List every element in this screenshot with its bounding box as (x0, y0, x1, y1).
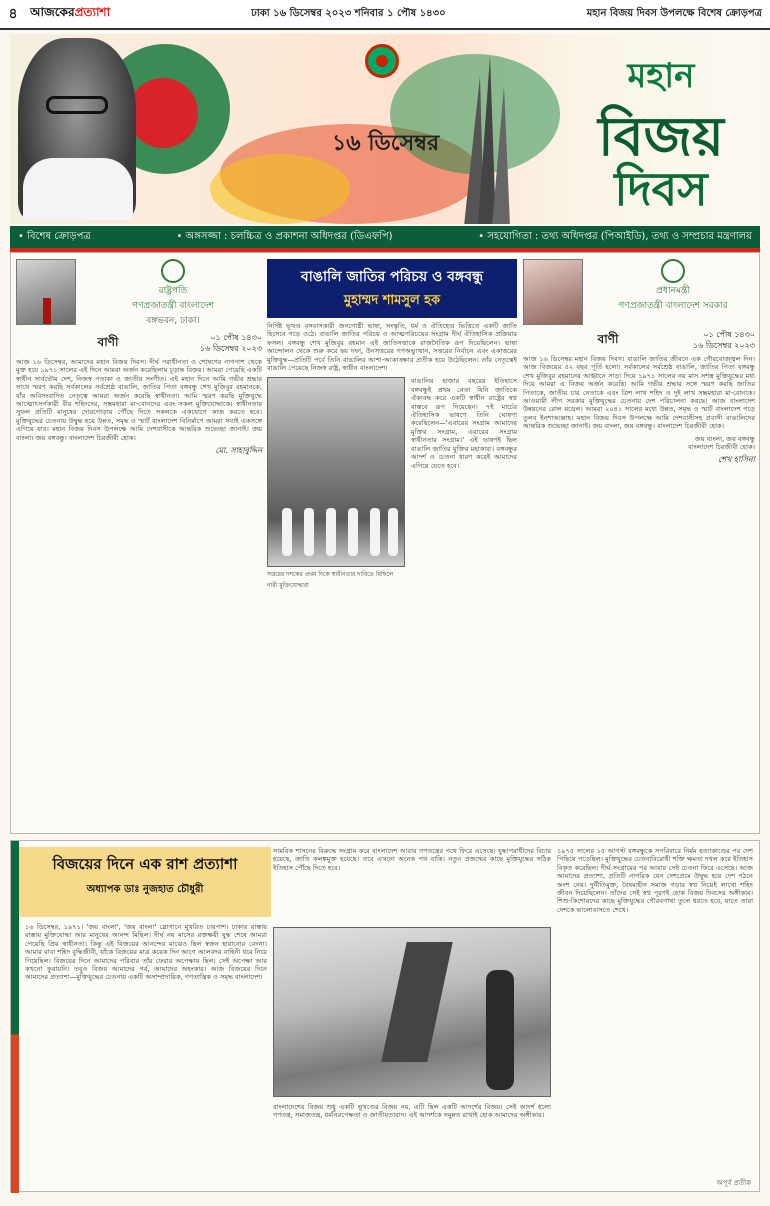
messages-section (10, 252, 760, 834)
article2-body-left: ১৬ ডিসেম্বর, ১৯৭১। 'জয় বাংলা', 'জয় বাংলা' স্লোগানে মুখরিত চারপাশ। ঢাকার রাস্তায় রাস্তায় মুক্তিযোদ্ধা আর মানুষের আনন্দ মিছিল। দীর্ঘ নয় মাসের রক্তক্ষয়ী যুদ্ধ শেষে আমরা পেয়েছি প্রিয় স্বাধীনতা। কিন্তু এই বিজয়ের আনন্দের মাঝেও ছিল স্বজন হারানোর বেদনা। আমার বাবা শহিদ বুদ্ধিজীবী, যাঁকে বিজয়ের মাত্র কয়েক দিন আগে আলবদর বাহিনী ধরে নিয়ে গিয়েছিল। বিজয়ের দিনে আমাদের পরিবার তাঁর ফেরার অপেক্ষায় ছিল। সেই অপেক্ষা আর কখনো ফুরায়নি। তবুও বিজয় আমাদের গর্ব, আমাদের অহংকার। আজ বিজয়ের দিনে আমাদের প্রত্যাশা—মুক্তিযুদ্ধের চেতনায় একটি অসাম্প্রদায়িক, গণতান্ত্রিক ও সমৃদ্ধ বাংলাদেশ। (25, 923, 267, 982)
pm-seal-icon (661, 259, 685, 283)
glasses-shape (46, 96, 108, 114)
president-message-heading: বাণী (97, 335, 119, 349)
article2-body-middle: সামরিক শাসনের বিরুদ্ধে সংগ্রাম করে বাংলাদেশ আবার গণতন্ত্রের পথে ফিরে এসেছে। যুদ্ধাপরাধীদের বিচার হয়েছে, জাতি কলঙ্কমুক্ত হয়েছে। তবে এখনো অনেক পথ বাকি। নতুন প্রজন্মের কাছে মুক্তিযুদ্ধের সঠিক ইতিহাস পৌঁছে দিতে হবে। (273, 847, 551, 872)
feature-body-bottom: বাঙালির হাজার বছরের ইতিহাসে বঙ্গবন্ধুই প্রথম নেতা যিনি জাতিকে ঐক্যবদ্ধ করে একটি স্বাধীন রাষ্ট্রের স্বপ্ন বাস্তবে রূপ দিয়েছেন। ৭ই মার্চের ঐতিহাসিক ভাষণে তিনি ঘোষণা করেছিলেন—'এবারের সংগ্রাম আমাদের মুক্তির সংগ্রাম, এবারের সংগ্রাম স্বাধীনতার সংগ্রাম।' এই ভাষণই ছিল বাঙালি জাতির মুক্তির মহাকাব্য। বঙ্গবন্ধুর আদর্শ ও চেতনা ধারণ করেই আমাদের এগিয়ে যেতে হবে। (411, 377, 517, 470)
stripe-design: • অঙ্গসজ্জা : চলচ্চিত্র ও প্রকাশনা অধিদপ্তর (ডিএফপি) (176, 230, 393, 242)
president-signature: মো. সাহাবুদ্দিন (215, 446, 262, 456)
article2-body-bottom: বাংলাদেশের বিজয় শুধু একটি ভূখণ্ডের বিজয় নয়, এটি ছিল একটি আদর্শের বিজয়। সেই আদর্শ হলো গণতন্ত্র, সমাজতন্ত্র, ধর্মনিরপেক্ষতা ও জাতীয়তাবাদ। এই আদর্শকে সমুন্নত রাখাই হোক আমাদের অঙ্গীকার। (273, 1103, 551, 1120)
pm-closing: জয় বাংলা, জয় বঙ্গবন্ধু (694, 434, 755, 443)
article2-header (19, 847, 271, 917)
side-flag-strip (11, 841, 19, 1193)
stripe-special: • বিশেষ ক্রোড়পত্র (18, 230, 91, 242)
page-number: ৪ (8, 6, 18, 22)
newspaper-name-b: প্রত্যাশা (74, 5, 111, 19)
flag-red-disc (128, 78, 198, 148)
pm-message-body: আজ ১৬ ডিসেম্বর মহান বিজয় দিবস। বাঙালি জাতির জীবনে এক গৌরবোজ্জ্বল দিন। আজ বিজয়ের ৫২ বছর পূর্তি হলো। সর্বকালের সর্বশ্রেষ্ঠ বাঙালি, জাতির পিতা বঙ্গবন্ধু শেখ মুজিবুর রহমানের আহ্বানে সাড়া দিয়ে ১৯৭১ সালের নয় মাস সশস্ত্র মুক্তিযুদ্ধের মধ্য দিয়ে আমরা এ বিজয় অর্জন করেছি। আমি গভীর শ্রদ্ধার সঙ্গে স্মরণ করছি জাতির পিতাকে, জাতীয় চার নেতাকে এবং ত্রিশ লাখ শহিদ ও দুই লাখ সম্ভ্রমহারা মা-বোনকে। আওয়ামী লীগ সরকার মুক্তিযুদ্ধের চেতনায় দেশ পরিচালনা করছে। আজ বাংলাদেশ উন্নয়নের রোল মডেল। আমরা ২০৪১ সালের মধ্যে উন্নত, সমৃদ্ধ ও স্মার্ট বাংলাদেশ গড়ে তুলব ইনশাআল্লাহ। মহান বিজয় দিবস উপলক্ষে আমি দেশবাসীসহ প্রবাসী বাঙালিদের আন্তরিক শুভেচ্ছা জানাই। জয় বাংলা, জয় বঙ্গবন্ধু। বাংলাদেশ চিরজীবী হোক। (523, 355, 755, 431)
feature-body-top: নির্দিষ্ট ভূখণ্ড বসবাসকারী জনগোষ্ঠী ভাষা, সংস্কৃতি, ধর্ম ও ঐতিহ্যের ভিত্তিতে একটি জাতি হিসেবে গড়ে ওঠে। বাঙালি জাতির পরিচয় ও আত্মপরিচয়ের সংগ্রাম দীর্ঘ ঐতিহাসিক প্রক্রিয়ার ফসল। বঙ্গবন্ধু শেখ মুজিবুর রহমান এই জাতিসত্তাকে রাজনৈতিক রূপ দিয়েছিলেন। ভাষা আন্দোলন থেকে শুরু করে ছয় দফা, উনসত্তরের গণঅভ্যুত্থান, সত্তরের নির্বাচন এবং একাত্তরের মুক্তিযুদ্ধ—প্রতিটি পর্বে তিনি বাঙালির আশা-আকাঙ্ক্ষার প্রতীক হয়ে উঠেছিলেন। তাঁর নেতৃত্বেই বাঙালি পেয়েছে নিজস্ব রাষ্ট্র, স্বাধীন বাংলাদেশ। (267, 322, 517, 373)
national-memorial-icon (458, 56, 518, 224)
government-emblem-icon (365, 44, 399, 78)
feature-headline: বাঙালি জাতির পরিচয় ও বঙ্গবন্ধু (267, 259, 517, 291)
photo-caption: সত্তরের দশকের প্রথম দিকে স্বাধীনতার দাবিতে মিছিলে নারী মুক্তিযোদ্ধারা (267, 571, 394, 590)
president-seal-icon (161, 259, 185, 283)
yellow-brush-shape (210, 154, 350, 224)
portrait-body (23, 158, 133, 220)
flag-shape (381, 942, 453, 1062)
prime-minister-photo (523, 259, 583, 325)
footer-credit: অপূর্ব প্রতীক (716, 1179, 751, 1187)
pm-org: গণপ্রজাতন্ত্রী বাংলাদেশ সরকার (618, 301, 728, 311)
pm-date-bangla: ০১ পৌষ ১৪৩০ (703, 330, 755, 339)
supplement-label: মহান বিজয় দিবস উপলক্ষে বিশেষ ক্রোড়পত্র (586, 7, 762, 19)
masthead-bar (0, 0, 770, 30)
banner-title-line2: বিজয় (598, 104, 724, 168)
article2-headline: বিজয়ের দিনে এক রাশ প্রত্যাশা (52, 855, 238, 873)
banner-title (566, 44, 756, 222)
president-message (16, 259, 262, 458)
president-place: বঙ্গভবন, ঢাকা। (146, 316, 200, 326)
victory-day-banner (10, 34, 760, 224)
opinion-section (10, 840, 760, 1192)
president-date-bangla: ০১ পৌষ ১৪৩০ (210, 333, 262, 342)
freedom-fighters-photo (273, 927, 551, 1097)
prime-minister-message (523, 259, 755, 467)
women-march-photo (267, 377, 405, 567)
banner-date: ১৬ ডিসেম্বর (332, 130, 440, 156)
pm-date-english: ১৬ ডিসেম্বর ২০২৩ (692, 341, 755, 350)
president-title: রাষ্ট্রপতি (158, 286, 188, 296)
president-date-english: ১৬ ডিসেম্বর ২০২৩ (199, 344, 262, 353)
stripe-support: • সহযোগিতা : তথ্য অধিদপ্তর (পিআইডি), তথ্য ও সম্প্রচার মন্ত্রণালয় (478, 230, 752, 242)
credits-stripe (10, 226, 760, 248)
bangabandhu-portrait (18, 38, 136, 220)
president-message-body: আজ ১৬ ডিসেম্বর, আমাদের মহান বিজয় দিবস। দীর্ঘ পরাধীনতা ও শোষণের নাগপাশ থেকে মুক্ত হয়ে ১৯৭১ সালের এই দিনে আমরা অর্জন করেছিলাম চূড়ান্ত বিজয়। আমরা পেয়েছি একটি স্বাধীন সার্বভৌম দেশ, নিজস্ব পতাকা ও জাতীয় সংগীত। এই মহান দিনে আমি গভীর শ্রদ্ধার সাথে স্মরণ করছি সর্বকালের সর্বশ্রেষ্ঠ বাঙালি, জাতির পিতা বঙ্গবন্ধু শেখ মুজিবুর রহমানকে, যাঁর অবিসংবাদিত নেতৃত্বে আমরা অর্জন করেছি স্বাধীনতা। আমি স্মরণ করছি মুক্তিযুদ্ধে আত্মোৎসর্গকারী বীর শহিদদের, সম্ভ্রমহারা মা-বোনদের এবং সকল মুক্তিযোদ্ধাকে। স্বাধীনতার সুফল প্রতিটি মানুষের দোরগোড়ায় পৌঁছে দিতে সকলকে একযোগে কাজ করতে হবে। মুক্তিযুদ্ধের চেতনায় উদ্বুদ্ধ হয়ে উন্নত, সমৃদ্ধ ও স্মার্ট বাংলাদেশ বিনির্মাণে আমরা সবাই একসঙ্গে এগিয়ে যাব। মহান বিজয় দিবস উপলক্ষে আমি দেশবাসীকে আন্তরিক শুভেচ্ছা জানাই। জয় বাংলা। জয় বঙ্গবন্ধু। বাংলাদেশ চিরজীবী হোক। (16, 358, 262, 442)
president-photo (16, 259, 76, 325)
newspaper-name-a: আজকের (30, 5, 75, 19)
article2-body-right: ১৯৭৫ সালের ১৫ আগস্ট বঙ্গবন্ধুকে সপরিবারে নির্মম হত্যাকাণ্ডের পর দেশ পিছিয়ে পড়েছিল। মুক্তিযুদ্ধের চেতনাবিরোধী শক্তি ক্ষমতা দখল করে ইতিহাস বিকৃত করেছিল। দীর্ঘ সংগ্রামের পর আবার সেই চেতনা ফিরে এসেছে। আজ আমাদের প্রত্যাশা, প্রতিটি নাগরিক যেন দেশপ্রেমে উদ্বুদ্ধ হয়ে দেশ গঠনে অংশ নেয়। দুর্নীতিমুক্ত, বৈষম্যহীন সমাজ গড়ার স্বপ্ন নিয়েই লাখো শহিদ জীবন দিয়েছিলেন। তাঁদের সেই স্বপ্ন পূরণই হোক বিজয় দিবসের অঙ্গীকার। শিশু-কিশোরদের কাছে মুক্তিযুদ্ধের গৌরবগাথা তুলে ধরতে হবে, যাতে তারা দেশকে ভালোবাসতে শেখে। (557, 847, 753, 914)
newspaper-name[interactable] (26, 4, 110, 24)
pm-signature: শেখ হাসিনা (718, 455, 755, 465)
banner-title-line1: মহান (627, 56, 695, 96)
fighter-silhouette (486, 970, 514, 1090)
article2-author: অধ্যাপক ডাঃ নুজহাত চৌধুরী (86, 884, 204, 895)
pm-message-heading: বাণী (597, 332, 619, 346)
pm-title: প্রধানমন্ত্রী (656, 286, 690, 296)
feature-article (267, 259, 517, 591)
banner-title-line3: দিবস (614, 162, 708, 216)
dateline: ঢাকা ১৬ ডিসেম্বর ২০২৩ শনিবার ১ পৌষ ১৪৩০ (251, 7, 446, 19)
president-org: গণপ্রজাতন্ত্রী বাংলাদেশ (132, 301, 214, 311)
pm-closing-2: বাংলাদেশ চিরজীবী হোক। (688, 443, 755, 452)
feature-author: মুহাম্মদ শামসুল হক (267, 291, 517, 318)
